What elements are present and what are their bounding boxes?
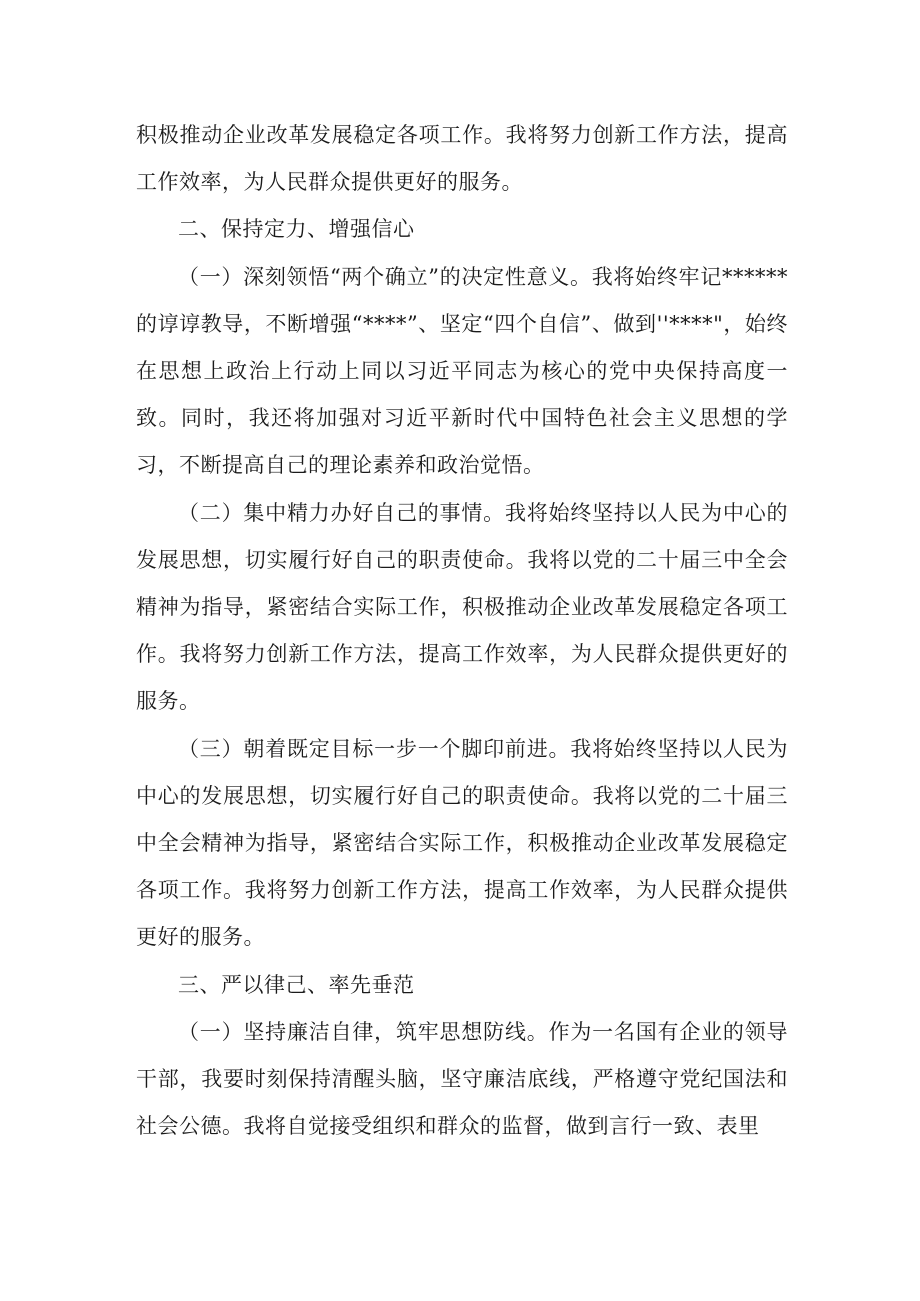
paragraph-2-3: （三）朝着既定目标一步一个脚印前进。我将始终坚持以人民为中心的发展思想，切实履行好自己的职责使命。我将以党的二十届三中全会精神为指导，紧密结合实际工作，积极推动企业改革发展稳定各项工作。我将努力创新工作方法，提高工作效率，为人民群众提供更好的服务。 (136, 736, 788, 950)
section-heading-2: 二、保持定力、增强信心 (178, 217, 415, 242)
document-body (136, 112, 788, 1150)
paragraph-3-1: （一）坚持廉洁自律，筑牢思想防线。作为一名国有企业的领导干部，我要时刻保持清醒头脑，坚守廉洁底线，严格遵守党纪国法和社会公德。我将自觉接受组织和群众的监督，做到言行一致、表里 (136, 1019, 788, 1139)
paragraph-continued: 积极推动企业改革发展稳定各项工作。我将努力创新工作方法，提高工作效率，为人民群众提供更好的服务。 (136, 123, 788, 195)
paragraph-2-2: （二）集中精力办好自己的事情。我将始终坚持以人民为中心的发展思想，切实履行好自己的职责使命。我将以党的二十届三中全会精神为指导，紧密结合实际工作，积极推动企业改革发展稳定各项工作。我将努力创新工作方法，提高工作效率，为人民群众提供更好的服务。 (136, 500, 788, 714)
paragraph-2-1: （一）深刻领悟“两个确立”的决定性意义。我将始终牢记******的谆谆教导，不断增强“****”、坚定“四个自信”、做到''****"，始终在思想上政治上行动上同以习近平同志为核心的党中央保持高度一致。同时，我还将加强对习近平新时代中国特色社会主义思想的学习，不断提高自己的理论素养和政治觉悟。 (136, 264, 788, 478)
section-heading-3: 三、严以律己、率先垂范 (178, 972, 415, 997)
